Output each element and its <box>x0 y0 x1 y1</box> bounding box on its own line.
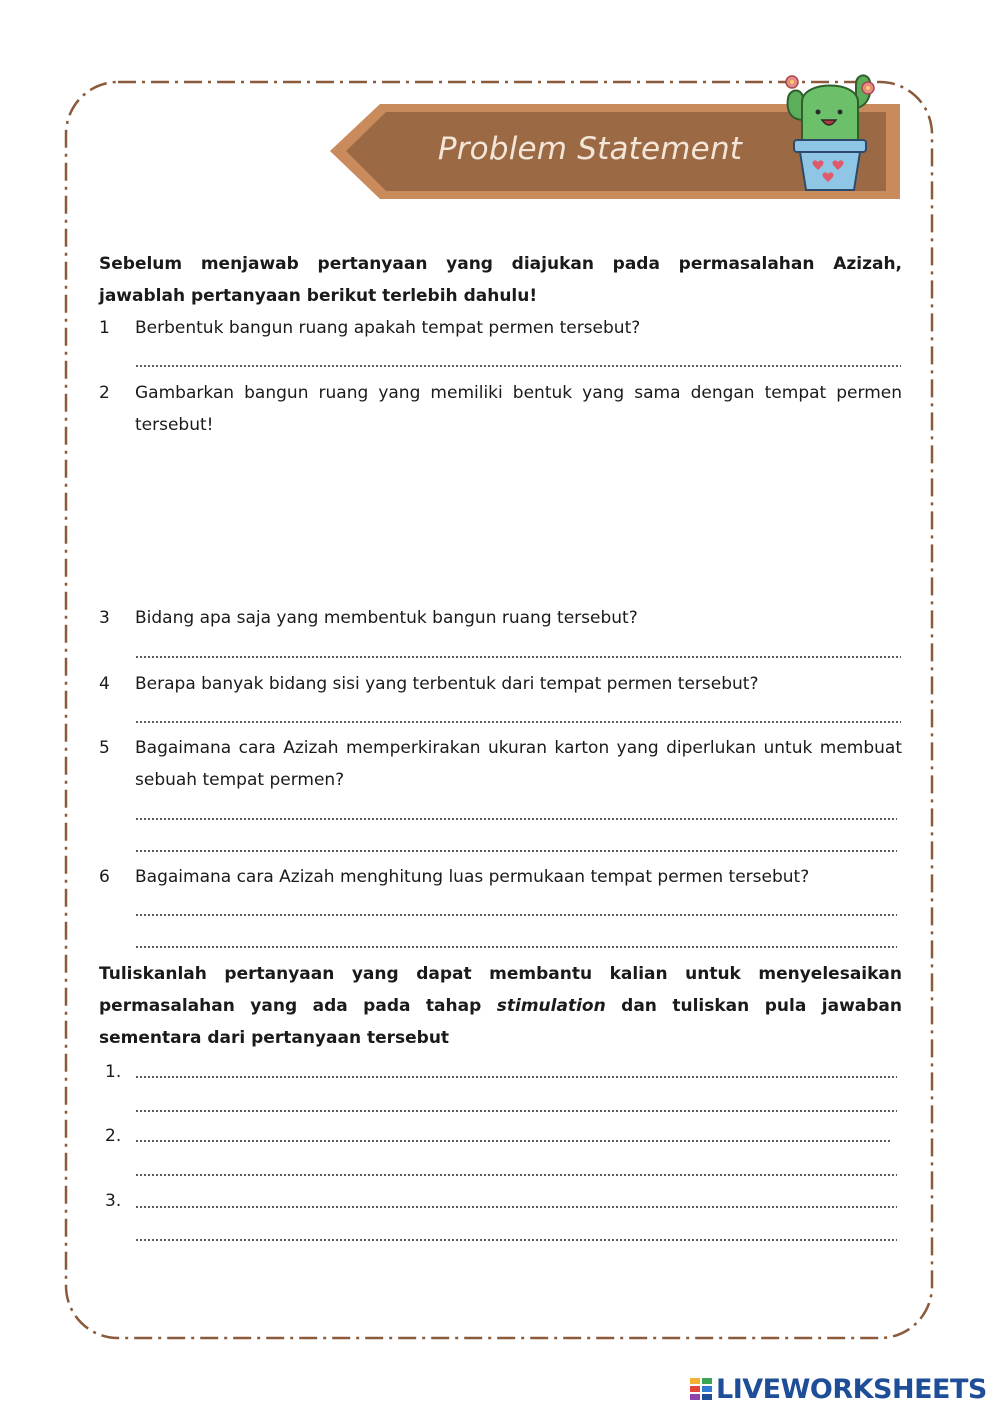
instruction-text-end: dan tuliskan pula jawaban sementara dari pertanyaan tersebut <box>99 996 902 1048</box>
question-number: 4 <box>99 674 110 694</box>
question-number: 1 <box>99 318 110 338</box>
question-text: Bagaimana cara Azizah menghitung luas permukaan tempat permen tersebut? <box>135 867 810 887</box>
drawing-area-q2[interactable] <box>135 445 901 595</box>
instruction-emphasis: stimulation <box>496 996 606 1016</box>
answer-line-3b[interactable] <box>135 1239 897 1241</box>
question-text: Berapa banyak bidang sisi yang terbentuk dari tempat permen tersebut? <box>135 674 759 694</box>
liveworksheets-logo[interactable] <box>690 1372 990 1408</box>
answer-line-q5b[interactable] <box>135 850 897 852</box>
question-text: Bagaimana cara Azizah memperkirakan ukuran karton yang diperlukan untuk membuat sebuah tempat permen? <box>135 738 902 790</box>
question-number: 3 <box>99 608 110 628</box>
answer-line-1a[interactable] <box>135 1076 897 1078</box>
question-text: Bidang apa saja yang membentuk bangun ruang tersebut? <box>135 608 638 628</box>
question-text: Berbentuk bangun ruang apakah tempat permen tersebut? <box>135 318 641 338</box>
answer-line-q6a[interactable] <box>135 914 897 916</box>
brand-name: LIVEWORKSHEETS <box>716 1374 987 1405</box>
question-number: 5 <box>99 738 110 758</box>
liveworksheets-logo-icon <box>690 1378 712 1404</box>
answer-line-2a[interactable] <box>135 1140 891 1142</box>
answer-line-1b[interactable] <box>135 1110 897 1112</box>
cactus-icon <box>776 58 886 198</box>
page-title: Problem Statement <box>437 131 743 167</box>
question-number: 2 <box>99 383 110 403</box>
answer-line-q6b[interactable] <box>135 946 897 948</box>
question-number: 6 <box>99 867 110 887</box>
question-text: Gambarkan bangun ruang yang memiliki bentuk yang sama dengan tempat permen tersebut! <box>135 383 902 435</box>
answer-line-q3[interactable] <box>135 656 901 658</box>
answer-line-q5a[interactable] <box>135 818 897 820</box>
intro-paragraph: Sebelum menjawab pertanyaan yang diajukan pada permasalahan Azizah, jawablah pertanyaan berikut terlebih dahulu! <box>99 254 902 306</box>
instruction-text-start: Tuliskanlah pertanyaan yang dapat membantu kalian untuk menyelesaikan permasalahan yang ada pada tahap <box>99 964 902 1016</box>
answer-line-q4[interactable] <box>135 721 901 723</box>
answer-line-q1[interactable] <box>135 365 901 367</box>
instruction-paragraph <box>99 958 902 1054</box>
answer-number: 3. <box>105 1191 122 1211</box>
answer-number: 2. <box>105 1126 122 1146</box>
answer-number: 1. <box>105 1062 122 1082</box>
answer-line-2b[interactable] <box>135 1174 897 1176</box>
answer-line-3a[interactable] <box>135 1206 897 1208</box>
